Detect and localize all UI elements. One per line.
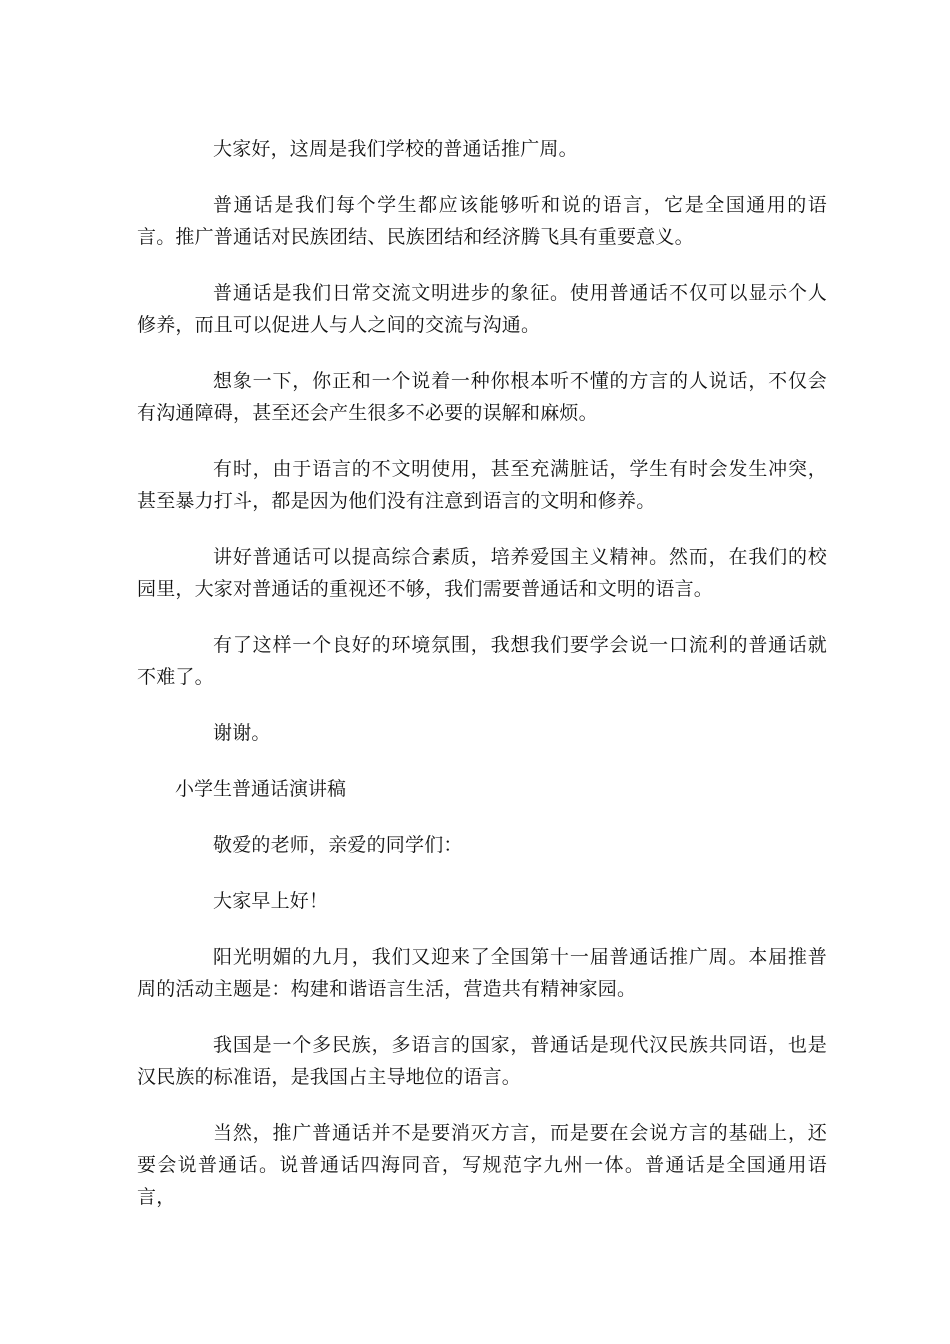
paragraph: 我国是一个多民族，多语言的国家，普通话是现代汉民族共同语，也是汉民族的标准语，是我国占主导地位的语言。 <box>137 1034 827 1088</box>
document-body <box>137 133 827 1237</box>
paragraph: 阳光明媚的九月，我们又迎来了全国第十一届普通话推广周。本届推普周的活动主题是：构建和谐语言生活，营造共有精神家园。 <box>137 946 827 1000</box>
paragraph: 有了这样一个良好的环境氛围，我想我们要学会说一口流利的普通话就不难了。 <box>137 634 827 688</box>
paragraph: 普通话是我们日常交流文明进步的象征。使用普通话不仅可以显示个人修养，而且可以促进人与人之间的交流与沟通。 <box>137 282 827 336</box>
paragraph: 大家好，这周是我们学校的普通话推广周。 <box>213 138 578 160</box>
paragraph: 敬爱的老师，亲爱的同学们： <box>213 834 463 856</box>
paragraph: 想象一下，你正和一个说着一种你根本听不懂的方言的人说话，不仅会有沟通障碍，甚至还会产生很多不必要的误解和麻烦。 <box>137 370 827 424</box>
paragraph: 当然，推广普通话并不是要消灭方言，而是要在会说方言的基础上，还要会说普通话。说普通话四海同音，写规范字九州一体。普通话是全国通用语言， <box>137 1122 827 1208</box>
paragraph: 谢谢。 <box>213 722 271 744</box>
paragraph: 普通话是我们每个学生都应该能够听和说的语言，它是全国通用的语言。推广普通话对民族团结、民族团结和经济腾飞具有重要意义。 <box>137 194 827 248</box>
paragraph: 大家早上好！ <box>213 890 329 912</box>
paragraph: 讲好普通话可以提高综合素质，培养爱国主义精神。然而，在我们的校园里，大家对普通话的重视还不够，我们需要普通话和文明的语言。 <box>137 546 827 600</box>
paragraph: 有时，由于语言的不文明使用，甚至充满脏话，学生有时会发生冲突，甚至暴力打斗，都是因为他们没有注意到语言的文明和修养。 <box>137 458 827 512</box>
section-title: 小学生普通话演讲稿 <box>175 778 347 800</box>
